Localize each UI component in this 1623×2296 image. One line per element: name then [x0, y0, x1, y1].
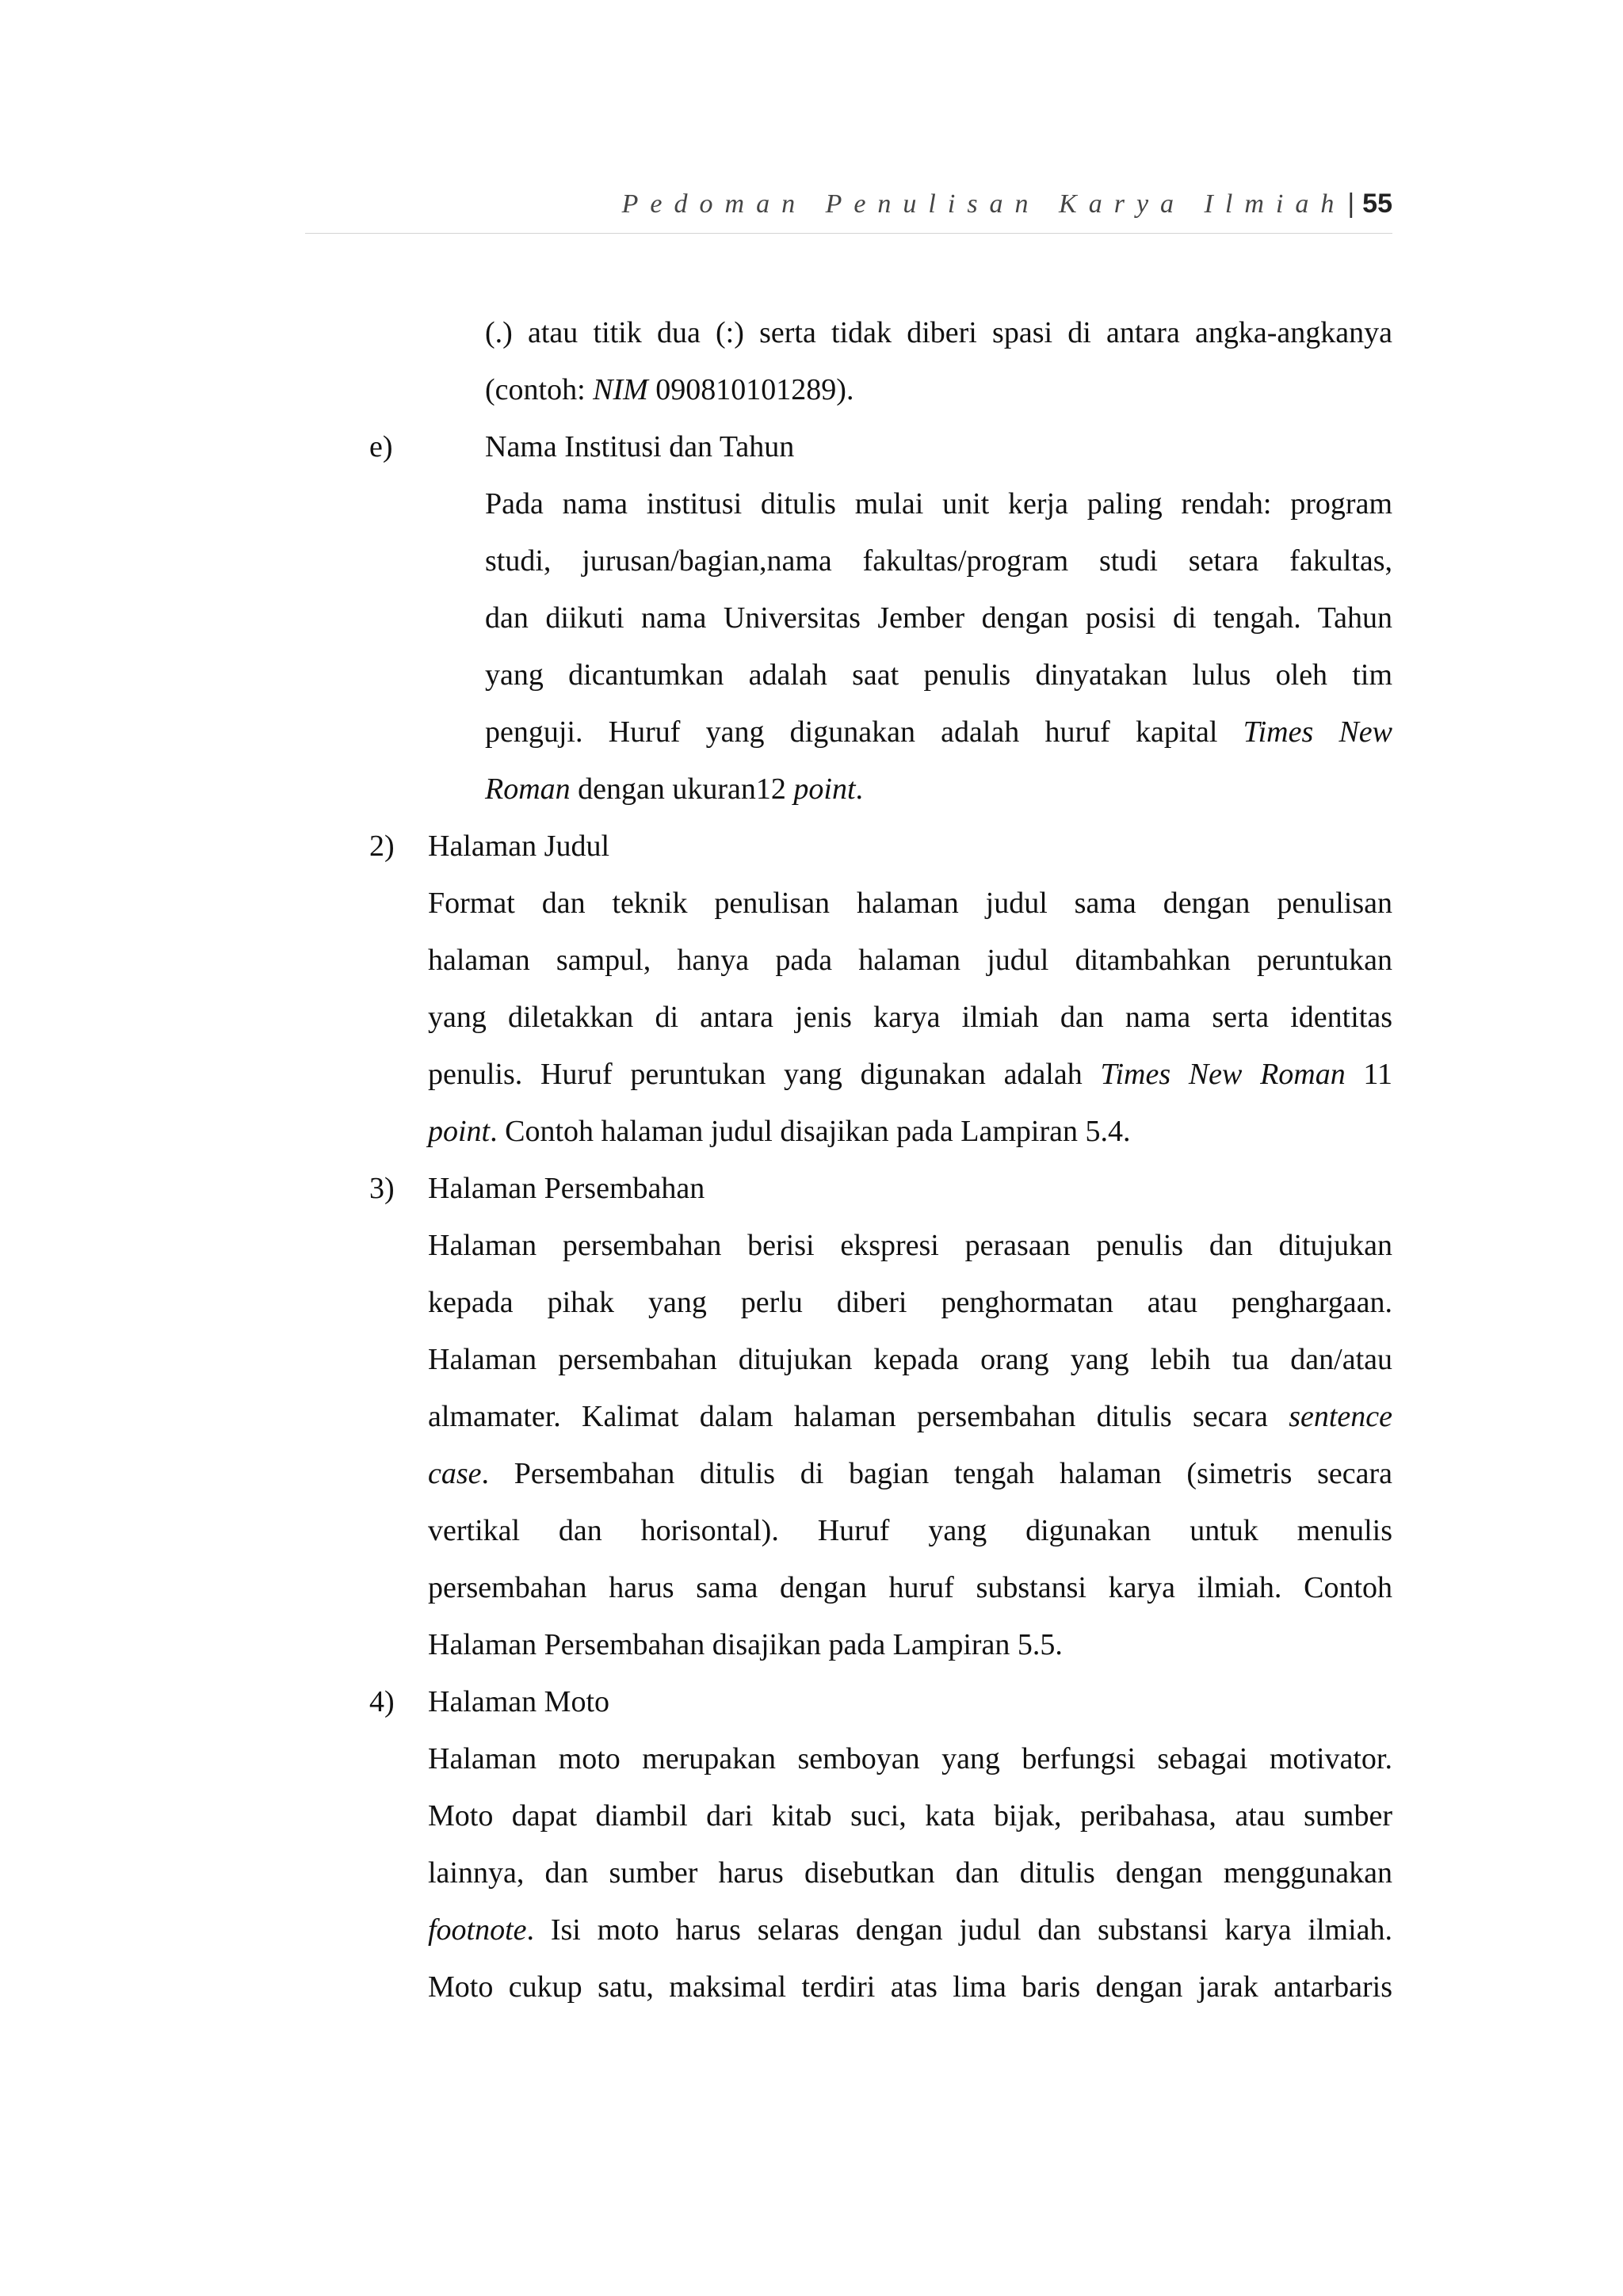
italic-term: Roman	[485, 772, 571, 806]
text-run: . Persembahan ditulis di bagian tengah halaman (simetris secara	[481, 1457, 1392, 1490]
text-run: studi, jurusan/bagian,nama fakultas/program studi setara fakultas,	[485, 544, 1392, 578]
paragraph-line	[485, 482, 1392, 526]
paragraph-line	[428, 995, 1392, 1039]
list-marker: 4)	[369, 1685, 395, 1718]
paragraph-line	[485, 653, 1392, 697]
paragraph-line	[485, 311, 1392, 355]
text-run: persembahan harus sama dengan huruf substansi karya ilmiah. Contoh	[428, 1571, 1392, 1604]
header-rule	[305, 233, 1392, 234]
text-run: 11	[1345, 1058, 1393, 1091]
paragraph-line	[428, 881, 1392, 925]
paragraph-line	[428, 1223, 1392, 1268]
running-title: Pedoman Penulisan Karya Ilmiah	[621, 189, 1346, 219]
paragraph-line	[428, 1623, 1392, 1667]
text-run: dan diikuti nama Universitas Jember dengan posisi di tengah. Tahun	[485, 601, 1392, 635]
list-marker: 2)	[369, 830, 395, 863]
text-run: Halaman persembahan ditujukan kepada orang yang lebih tua dan/atau	[428, 1343, 1392, 1376]
italic-term: Times New Roman	[1100, 1058, 1346, 1091]
text-run: almamater. Kalimat dalam halaman persembahan ditulis secara	[428, 1400, 1289, 1433]
section-heading: Nama Institusi dan Tahun	[485, 430, 795, 463]
paragraph-line	[428, 1508, 1392, 1553]
italic-term: point	[428, 1115, 491, 1148]
italic-term: NIM	[593, 373, 648, 406]
italic-term: footnote	[428, 1913, 527, 1947]
text-run: dengan ukuran12	[570, 772, 794, 806]
page-number: 55	[1362, 189, 1392, 219]
paragraph-line	[485, 710, 1392, 754]
text-run: . Contoh halaman judul disajikan pada Lampiran 5.4.	[490, 1115, 1131, 1148]
paragraph-line	[485, 596, 1392, 640]
text-run: Halaman Persembahan disajikan pada Lampiran 5.5.	[428, 1628, 1063, 1661]
text-run: 090810101289).	[647, 373, 854, 406]
paragraph-line	[428, 1908, 1392, 1952]
text-run: penulis. Huruf peruntukan yang digunakan adalah	[428, 1058, 1101, 1091]
text-run: penguji. Huruf yang digunakan adalah huruf kapital	[485, 715, 1243, 749]
paragraph-line	[428, 1052, 1392, 1097]
paragraph-line	[428, 1109, 1392, 1154]
text-run: Format dan teknik penulisan halaman judul sama dengan penulisan	[428, 887, 1392, 920]
paragraph-line	[428, 1794, 1392, 1838]
paragraph-line	[485, 767, 1392, 811]
text-run: yang dicantumkan adalah saat penulis dinyatakan lulus oleh tim	[485, 658, 1392, 692]
paragraph-line	[428, 1566, 1392, 1610]
paragraph-line	[428, 1451, 1392, 1496]
paragraph-line	[428, 1280, 1392, 1325]
italic-term: point	[793, 772, 856, 806]
paragraph-line	[428, 938, 1392, 982]
italic-term: Times New	[1243, 715, 1392, 749]
paragraph-line	[428, 1851, 1392, 1895]
text-run: halaman sampul, hanya pada halaman judul ditambahkan peruntukan	[428, 944, 1392, 977]
paragraph-line	[428, 1394, 1392, 1439]
text-run: lainnya, dan sumber harus disebutkan dan ditulis dengan menggunakan	[428, 1856, 1392, 1890]
text-run: . Isi moto harus selaras dengan judul dan substansi karya ilmiah.	[526, 1913, 1392, 1947]
list-marker: e)	[369, 430, 393, 463]
text-run: Pada nama institusi ditulis mulai unit kerja paling rendah: program	[485, 487, 1392, 521]
text-run: Moto dapat diambil dari kitab suci, kata bijak, peribahasa, atau sumber	[428, 1799, 1392, 1833]
paragraph-line	[485, 539, 1392, 583]
text-run: (contoh:	[485, 373, 594, 406]
text-run: Halaman moto merupakan semboyan yang berfungsi sebagai motivator.	[428, 1742, 1392, 1775]
text-run: yang diletakkan di antara jenis karya ilmiah dan nama serta identitas	[428, 1001, 1392, 1034]
section-heading: Halaman Judul	[428, 830, 610, 863]
section-heading: Halaman Moto	[428, 1685, 610, 1718]
text-run: Halaman persembahan berisi ekspresi perasaan penulis dan ditujukan	[428, 1229, 1392, 1262]
text-run: Moto cukup satu, maksimal terdiri atas lima baris dengan jarak antarbaris	[428, 1970, 1392, 2004]
header-separator: |	[1347, 189, 1355, 219]
text-run: kepada pihak yang perlu diberi penghormatan atau penghargaan.	[428, 1286, 1392, 1319]
italic-term: sentence	[1289, 1400, 1392, 1433]
paragraph-line	[428, 1965, 1392, 2009]
text-run: (.) atau titik dua (:) serta tidak diberi spasi di antara angka-angkanya	[485, 316, 1392, 349]
paragraph-line	[485, 368, 1392, 412]
running-header	[305, 189, 1392, 233]
paragraph-line	[428, 1337, 1392, 1382]
list-marker: 3)	[369, 1172, 395, 1205]
italic-term: case	[428, 1457, 482, 1490]
paragraph-line	[428, 1737, 1392, 1781]
text-run: vertikal dan horisontal). Huruf yang digunakan untuk menulis	[428, 1514, 1392, 1547]
section-heading: Halaman Persembahan	[428, 1172, 705, 1205]
text-run: .	[855, 772, 864, 806]
